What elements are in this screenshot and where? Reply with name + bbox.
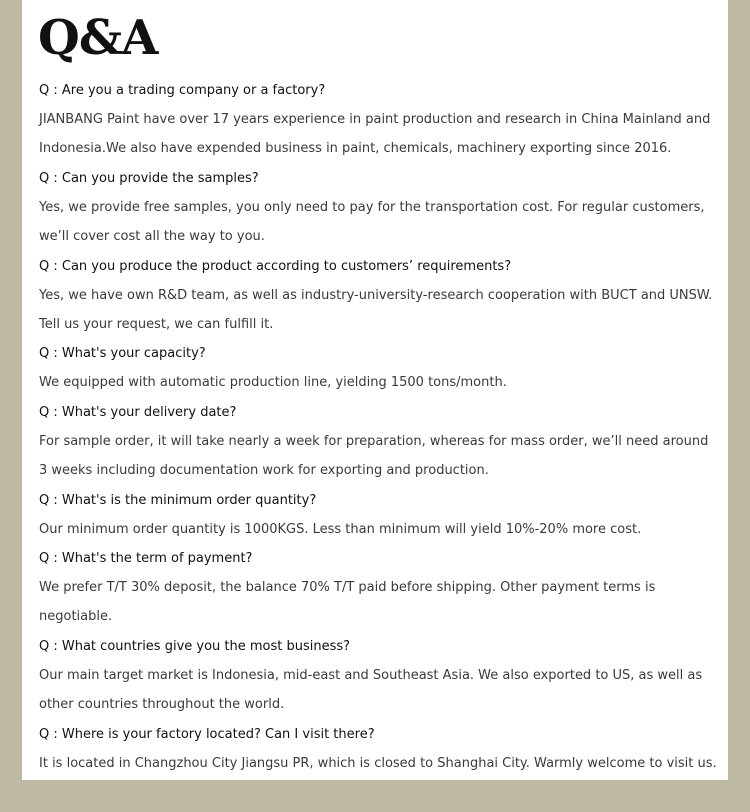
answer-line: other countries throughout the world. [39, 697, 285, 713]
answer-line: 3 weeks including documentation work for exporting and production. [39, 463, 489, 479]
answer [39, 749, 717, 778]
question: Q : Can you provide the samples? [39, 170, 259, 186]
answer-line: Tell us your request, we can fulfill it. [39, 317, 274, 333]
answer-line: Our minimum order quantity is 1000KGS. Less than minimum will yield 10%-20% more cost. [39, 521, 642, 537]
answer [39, 661, 709, 720]
answer-line: negotiable. [39, 609, 113, 625]
question: Q : Where is your factory located? Can I visit there? [39, 726, 375, 742]
qa-item [39, 544, 709, 632]
answer [39, 573, 709, 632]
answer-line: For sample order, it will take nearly a week for preparation, whereas for mass order, we’ll need around [39, 433, 709, 449]
qa-item [39, 339, 709, 397]
qa-item [39, 632, 709, 720]
qa-item [39, 398, 709, 486]
answer [39, 193, 709, 252]
qa-item [39, 76, 709, 164]
answer-line: Yes, we have own R&D team, as well as industry-university-research cooperation with BUCT and UNSW. [39, 287, 713, 303]
question: Q : What countries give you the most business? [39, 638, 351, 654]
answer-line: Our main target market is Indonesia, mid-east and Southeast Asia. We also exported to US, as well as [39, 667, 703, 683]
qa-item [39, 252, 713, 340]
answer [39, 368, 709, 397]
answer-line: we’ll cover cost all the way to you. [39, 229, 265, 245]
qa-panel [22, 0, 728, 780]
answer-line: Indonesia.We also have expended business in paint, chemicals, machinery exporting since 2016. [39, 141, 672, 157]
answer [39, 281, 713, 340]
answer-line: Yes, we provide free samples, you only need to pay for the transportation cost. For regular customers, [39, 199, 705, 215]
qa-item [39, 486, 709, 544]
question: Q : Can you produce the product according to customers’ requirements? [39, 258, 512, 274]
answer [39, 427, 709, 486]
question: Q : What's the term of payment? [39, 551, 253, 567]
question: Q : What's your delivery date? [39, 404, 237, 420]
question: Q : Are you a trading company or a factory? [39, 83, 326, 98]
qa-item [39, 164, 709, 252]
answer-line: We prefer T/T 30% deposit, the balance 70% T/T paid before shipping. Other payment terms is [39, 580, 656, 596]
page-title: Q&A [38, 10, 158, 66]
question: Q : What's your capacity? [39, 346, 206, 362]
answer-line: JIANBANG Paint have over 17 years experience in paint production and research in China Mainland and [39, 112, 711, 127]
qa-list [39, 76, 717, 778]
answer [39, 515, 709, 544]
question: Q : What's is the minimum order quantity? [39, 492, 317, 508]
answer-line: It is located in Changzhou City Jiangsu PR, which is closed to Shanghai City. Warmly welcome to visit us. [39, 755, 717, 771]
qa-item [39, 720, 717, 778]
answer-line: We equipped with automatic production line, yielding 1500 tons/month. [39, 375, 507, 391]
answer [39, 105, 709, 164]
